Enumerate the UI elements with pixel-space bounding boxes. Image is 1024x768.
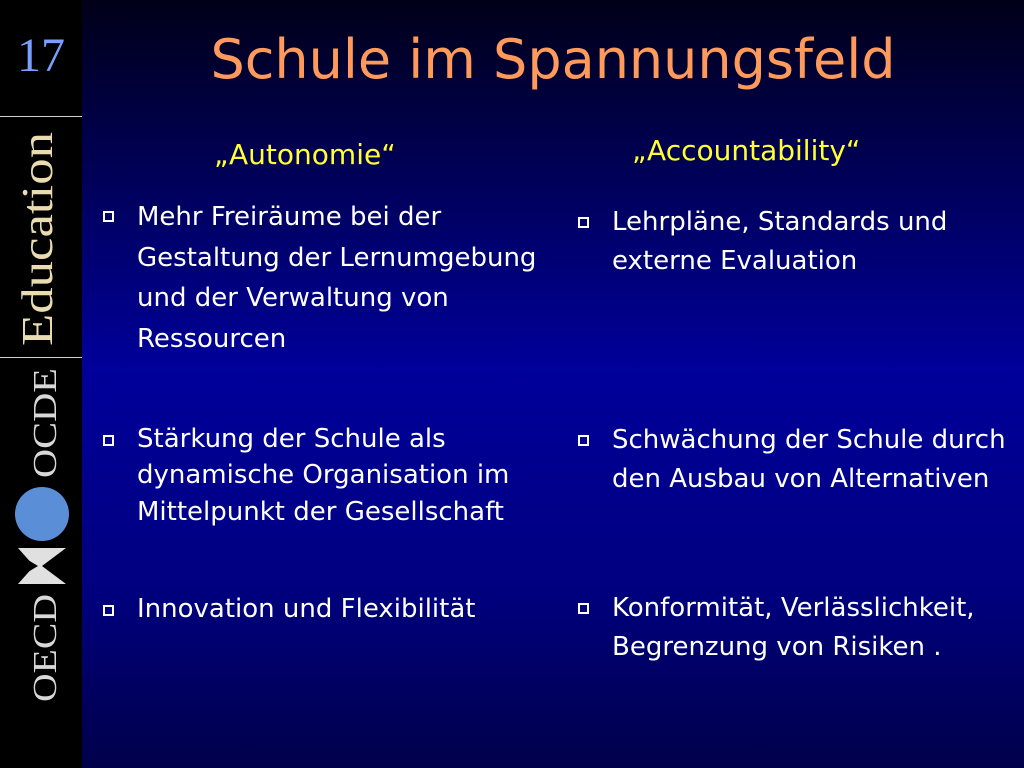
education-logo: [4, 124, 76, 350]
bullet-text: Stärkung der Schule als dynamische Organisation im Mittelpunkt der Gesellschaft: [137, 424, 510, 527]
sidebar-divider-top: [0, 116, 82, 117]
autonomie-heading: „Autonomie“: [214, 138, 396, 171]
bullet-text: Mehr Freiräume bei der Gestaltung der Lernumgebung und der Verwaltung von Ressourcen: [137, 202, 537, 354]
sidebar-divider-middle: [0, 357, 82, 358]
bullet-box-icon: [103, 435, 114, 446]
accountability-bullet-3: [612, 589, 1012, 667]
accountability-heading: „Accountability“: [632, 134, 861, 167]
education-logo-text: Education: [13, 167, 62, 346]
bullet-text: Innovation und Flexibilität: [137, 594, 476, 624]
bullet-text: Schwächung der Schule durch den Ausbau von Alternativen: [612, 425, 1006, 494]
bullet-box-icon: [103, 211, 114, 222]
oecd-logo-text: OECD: [27, 609, 64, 702]
accountability-bullet-1: [612, 203, 1012, 281]
slide-number: 17: [17, 29, 65, 82]
accountability-bullet-2: [612, 421, 1012, 499]
bullet-text: Lehrpläne, Standards und externe Evaluation: [612, 207, 948, 276]
bullet-box-icon: [578, 435, 589, 446]
bullet-box-icon: [103, 605, 114, 616]
ocde-logo-text: OCDE: [27, 385, 64, 478]
bullet-box-icon: [578, 603, 589, 614]
oecd-logo-circle: [15, 487, 69, 541]
oecd-logo: [4, 362, 76, 706]
bullet-text: Konformität, Verlässlichkeit, Begrenzung von Risiken .: [612, 593, 975, 662]
autonomie-bullet-1: [137, 197, 547, 359]
autonomie-bullet-2: [137, 421, 547, 530]
slide-title: Schule im Spannungsfeld: [210, 28, 896, 91]
bullet-box-icon: [578, 217, 589, 228]
sidebar: [0, 0, 82, 768]
autonomie-bullet-3: [137, 591, 547, 627]
